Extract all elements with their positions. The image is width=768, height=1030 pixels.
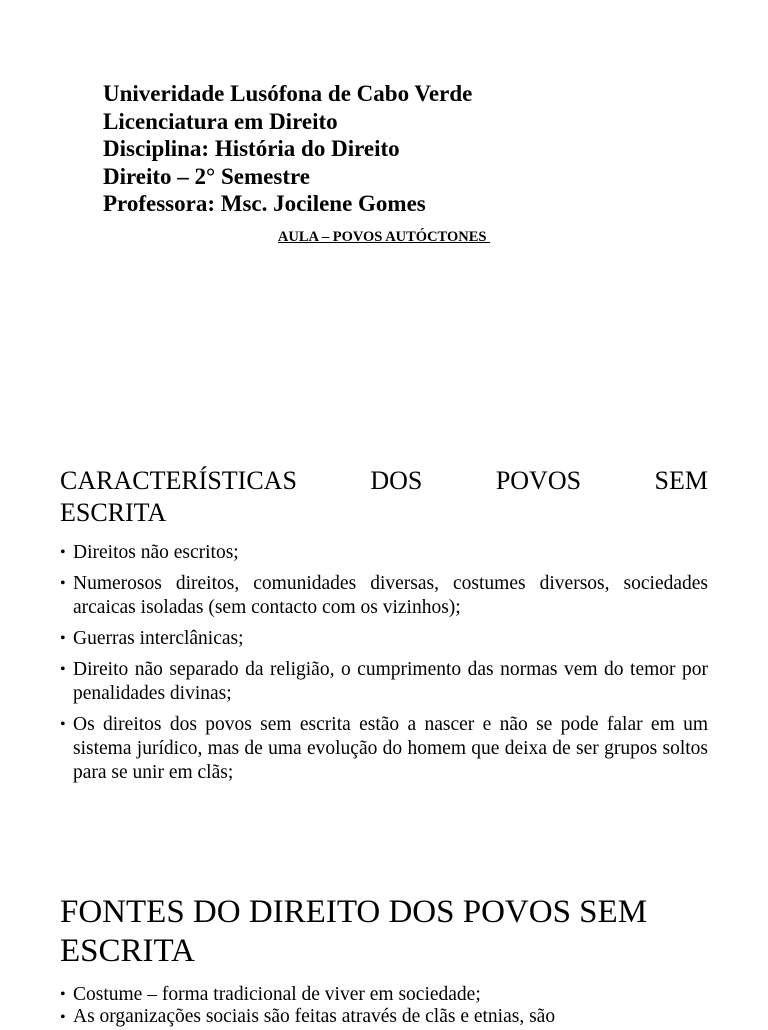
list-item-text: Direito não separado da religião, o cumprimento das normas vem do temor por penalidades divinas; [73,659,708,704]
list-item-text: Direitos não escritos; [73,542,239,563]
section-characteristics [60,465,708,792]
professor-name: Professora: Msc. Jocilene Gomes [103,191,426,216]
document-header [103,80,663,218]
list-item [60,713,708,785]
section-heading [60,465,708,529]
bullet-list [60,541,708,785]
list-item-text: As organizações sociais são feitas através de clãs e etnias, são [73,1006,556,1027]
university-name: Univeridade Lusófona de Cabo Verde [103,81,473,106]
list-item [60,541,708,565]
bullet-icon: • [60,1009,66,1026]
heading-word: ESCRITA [60,498,167,527]
list-item-text: Os direitos dos povos sem escrita estão a nascer e não se pode falar em um sistema jurídico, mas de uma evolução do homem que deixa de ser grupos soltos para se unir em clãs; [73,714,708,783]
bullet-icon: • [60,544,66,561]
heading-word: DOS [370,466,423,495]
heading-word: SEM [654,466,708,495]
course-name: Disciplina: História do Direito [103,136,400,161]
section-sources [60,893,708,1027]
list-item [60,658,708,706]
heading-word: CARACTERÍSTICAS [60,466,297,495]
section-heading: FONTES DO DIREITO DOS POVOS SEM ESCRITA [60,894,648,969]
bullet-icon: • [60,575,66,592]
list-item [60,572,708,620]
bullet-list [60,983,708,1007]
bullet-icon: • [60,716,66,733]
list-item-text: Costume – forma tradicional de viver em sociedade; [73,984,481,1005]
bullet-icon: • [60,661,66,678]
lesson-title: AULA – POVOS AUTÓCTONES [277,229,491,245]
list-item-text: Guerras interclânicas; [73,628,244,649]
degree-name: Licenciatura em Direito [103,108,338,134]
list-item-partial [60,1006,708,1027]
list-item [60,983,708,1007]
semester-label: Direito – 2° Semestre [103,163,310,189]
list-item-text: Numerosos direitos, comunidades diversas, costumes diversos, sociedades arcaicas isoladas (sem contacto com os vizinhos); [73,573,708,618]
bullet-icon: • [60,986,66,1003]
bullet-icon: • [60,630,66,647]
heading-word: POVOS [495,466,582,495]
list-item [60,627,708,651]
